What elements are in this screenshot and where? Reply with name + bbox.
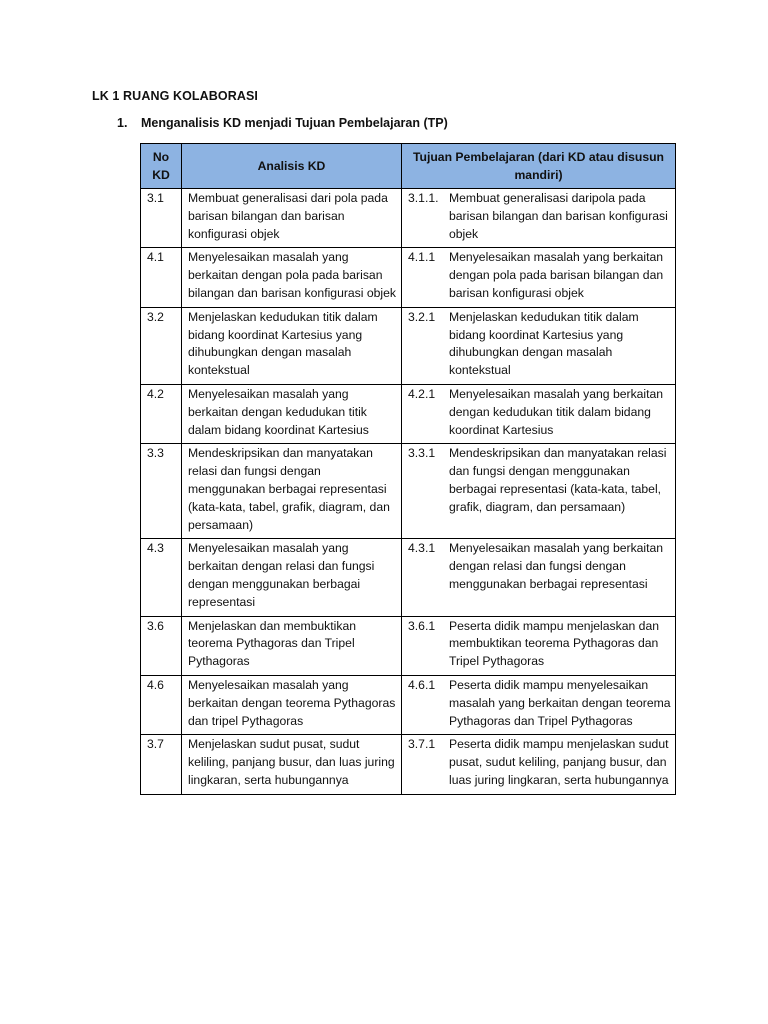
table-row bbox=[141, 444, 676, 539]
analisis-kd-cell: Menyelesaikan masalah yang berkaitan dengan relasi dan fungsi dengan menggunakan berbagai representasi bbox=[182, 539, 402, 616]
tp-code: 4.6.1 bbox=[408, 677, 436, 692]
tp-code: 3.7.1 bbox=[408, 737, 436, 752]
tp-entry bbox=[408, 677, 671, 730]
tp-code: 3.6.1 bbox=[408, 618, 436, 633]
analisis-kd-cell: Menyelesaikan masalah yang berkaitan dengan teorema Pythagoras dan tripel Pythagoras bbox=[182, 675, 402, 734]
table-body bbox=[141, 189, 676, 795]
tp-entry bbox=[408, 386, 671, 439]
table-row bbox=[141, 384, 676, 443]
tujuan-pembelajaran-cell bbox=[402, 675, 676, 734]
analisis-kd-cell: Menjelaskan dan membuktikan teorema Pythagoras dan Tripel Pythagoras bbox=[182, 616, 402, 675]
analisis-kd-cell: Menjelaskan kedudukan titik dalam bidang koordinat Kartesius yang dihubungkan dengan masalah kontekstual bbox=[182, 307, 402, 384]
table-row bbox=[141, 189, 676, 248]
kd-number-cell: 3.1 bbox=[141, 189, 182, 248]
document-heading: LK 1 RUANG KOLABORASI bbox=[92, 89, 258, 103]
tp-text: Menyelesaikan masalah yang berkaitan dengan pola pada barisan bilangan dan barisan konfigurasi objek bbox=[449, 250, 664, 300]
tp-entry bbox=[408, 540, 671, 593]
tujuan-pembelajaran-cell bbox=[402, 307, 676, 384]
tujuan-pembelajaran-cell bbox=[402, 616, 676, 675]
tp-text: Peserta didik mampu menyelesaikan masalah yang berkaitan dengan teorema Pythagoras dan Tripel Pythagoras bbox=[449, 677, 671, 728]
section-title bbox=[117, 116, 448, 130]
tp-entry bbox=[408, 736, 671, 789]
table-row bbox=[141, 539, 676, 616]
tp-entry bbox=[408, 190, 671, 243]
kd-analysis-table bbox=[140, 143, 676, 795]
kd-number-cell: 3.6 bbox=[141, 616, 182, 675]
tp-text: Peserta didik mampu menjelaskan dan membuktikan teorema Pythagoras dan Tripel Pythagoras bbox=[449, 618, 660, 669]
header-no-kd: No KD bbox=[141, 144, 182, 189]
header-analisis-kd: Analisis KD bbox=[182, 144, 402, 189]
tp-text: Menyelesaikan masalah yang berkaitan dengan relasi dan fungsi dengan menggunakan berbagai representasi bbox=[449, 541, 664, 591]
table-row bbox=[141, 616, 676, 675]
tp-text: Menjelaskan kedudukan titik dalam bidang koordinat Kartesius yang dihubungkan dengan masalah kontekstual bbox=[449, 309, 639, 378]
analisis-kd-cell: Menyelesaikan masalah yang berkaitan dengan kedudukan titik dalam bidang koordinat Kartesius bbox=[182, 384, 402, 443]
table-header-row bbox=[141, 144, 676, 189]
analisis-kd-cell: Menyelesaikan masalah yang berkaitan dengan pola pada barisan bilangan dan barisan konfigurasi objek bbox=[182, 248, 402, 307]
tp-code: 3.2.1 bbox=[408, 309, 436, 324]
kd-number-cell: 4.3 bbox=[141, 539, 182, 616]
tp-code: 3.1.1. bbox=[408, 191, 439, 205]
tujuan-pembelajaran-cell bbox=[402, 189, 676, 248]
kd-number-cell: 4.6 bbox=[141, 675, 182, 734]
table-row bbox=[141, 248, 676, 307]
tp-code: 4.2.1 bbox=[408, 386, 436, 401]
tp-code: 3.3.1 bbox=[408, 446, 436, 461]
tp-code: 4.1.1 bbox=[408, 250, 436, 265]
kd-number-cell: 4.1 bbox=[141, 248, 182, 307]
section-title-text: Menganalisis KD menjadi Tujuan Pembelajaran (TP) bbox=[141, 116, 448, 130]
kd-number-cell: 4.2 bbox=[141, 384, 182, 443]
tujuan-pembelajaran-cell bbox=[402, 444, 676, 539]
analisis-kd-cell: Membuat generalisasi dari pola pada barisan bilangan dan barisan konfigurasi objek bbox=[182, 189, 402, 248]
table-row bbox=[141, 735, 676, 794]
analisis-kd-cell: Menjelaskan sudut pusat, sudut keliling, panjang busur, dan luas juring lingkaran, serta hubungannya bbox=[182, 735, 402, 794]
kd-number-cell: 3.2 bbox=[141, 307, 182, 384]
tujuan-pembelajaran-cell bbox=[402, 539, 676, 616]
tp-text: Peserta didik mampu menjelaskan sudut pusat, sudut keliling, panjang busur, dan luas juring lingkaran, serta hubungannya bbox=[449, 737, 669, 787]
kd-number-cell: 3.7 bbox=[141, 735, 182, 794]
tujuan-pembelajaran-cell bbox=[402, 384, 676, 443]
analisis-kd-cell: Mendeskripsikan dan manyatakan relasi dan fungsi dengan menggunakan berbagai representasi (kata-kata, tabel, grafik, diagram, dan persamaan) bbox=[182, 444, 402, 539]
tp-entry bbox=[408, 618, 671, 671]
tujuan-pembelajaran-cell bbox=[402, 735, 676, 794]
table-row bbox=[141, 675, 676, 734]
table-row bbox=[141, 307, 676, 384]
tp-entry bbox=[408, 445, 671, 516]
section-number: 1. bbox=[117, 116, 128, 130]
tp-text: Mendeskripsikan dan manyatakan relasi dan fungsi dengan menggunakan berbagai representasi (kata-kata, tabel, grafik, diagram, dan persamaan) bbox=[449, 446, 667, 514]
tp-code: 4.3.1 bbox=[408, 541, 436, 556]
kd-number-cell: 3.3 bbox=[141, 444, 182, 539]
header-tujuan-pembelajaran: Tujuan Pembelajaran (dari KD atau disusun mandiri) bbox=[402, 144, 676, 189]
tp-text: Menyelesaikan masalah yang berkaitan dengan kedudukan titik dalam bidang koordinat Kartesius bbox=[449, 386, 664, 437]
tujuan-pembelajaran-cell bbox=[402, 248, 676, 307]
tp-entry bbox=[408, 309, 671, 380]
tp-text: Membuat generalisasi daripola pada barisan bilangan dan barisan konfigurasi objek bbox=[449, 191, 668, 241]
tp-entry bbox=[408, 249, 671, 302]
